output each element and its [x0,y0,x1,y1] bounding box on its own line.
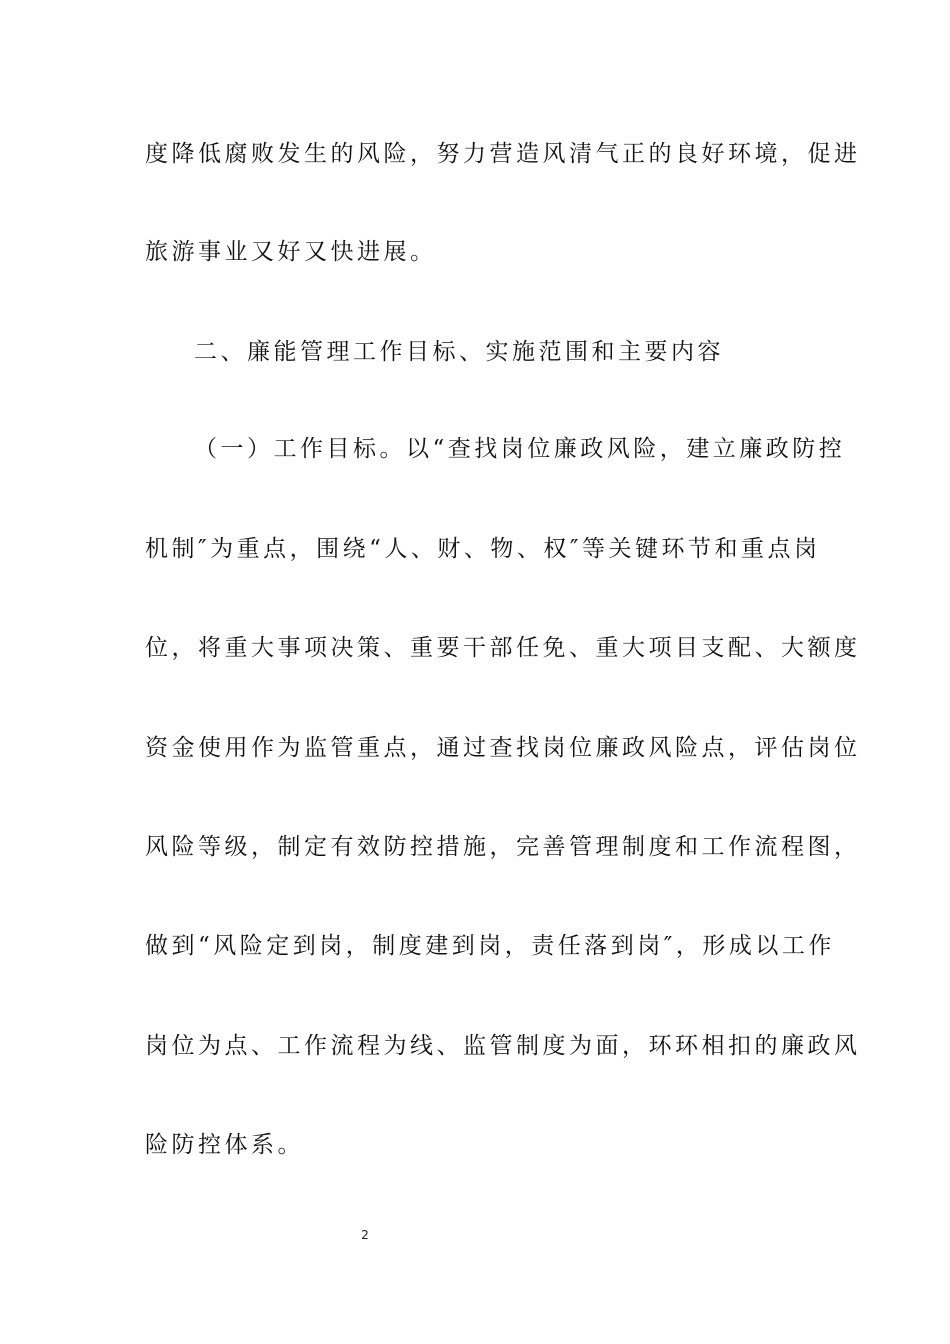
paragraph-line-9: 险防控体系。 [145,1132,304,1158]
section-heading: 二、廉能管理工作目标、实施范围和主要内容 [194,339,724,365]
paragraph-line-8: 岗位为点、工作流程为线、监管制度为面，环环相扣的廉政风 [145,1033,861,1059]
paragraph-line-1: 度降低腐败发生的风险，努力营造风清气正的良好环境，促进 [145,141,861,167]
paragraph-line-7: 做到“风险定到岗，制度建到岗，责任落到岗″，形成以工作 [145,933,835,959]
subsection-line-1: （一）工作目标。以“查找岗位廉政风险，建立廉政防控 [194,436,846,462]
page-number: 2 [361,1228,369,1242]
paragraph-line-6: 风险等级，制定有效防控措施，完善管理制度和工作流程图， [145,834,861,860]
paragraph-line-2: 旅游事业又好又快进展。 [145,239,437,265]
paragraph-line-4: 位，将重大事项决策、重要干部任免、重大项目支配、大额度 [145,635,861,661]
paragraph-line-3: 机制″为重点，围绕“人、财、物、权″等关键环节和重点岗 [145,536,821,562]
paragraph-line-5: 资金使用作为监管重点，通过查找岗位廉政风险点，评估岗位 [145,735,861,761]
